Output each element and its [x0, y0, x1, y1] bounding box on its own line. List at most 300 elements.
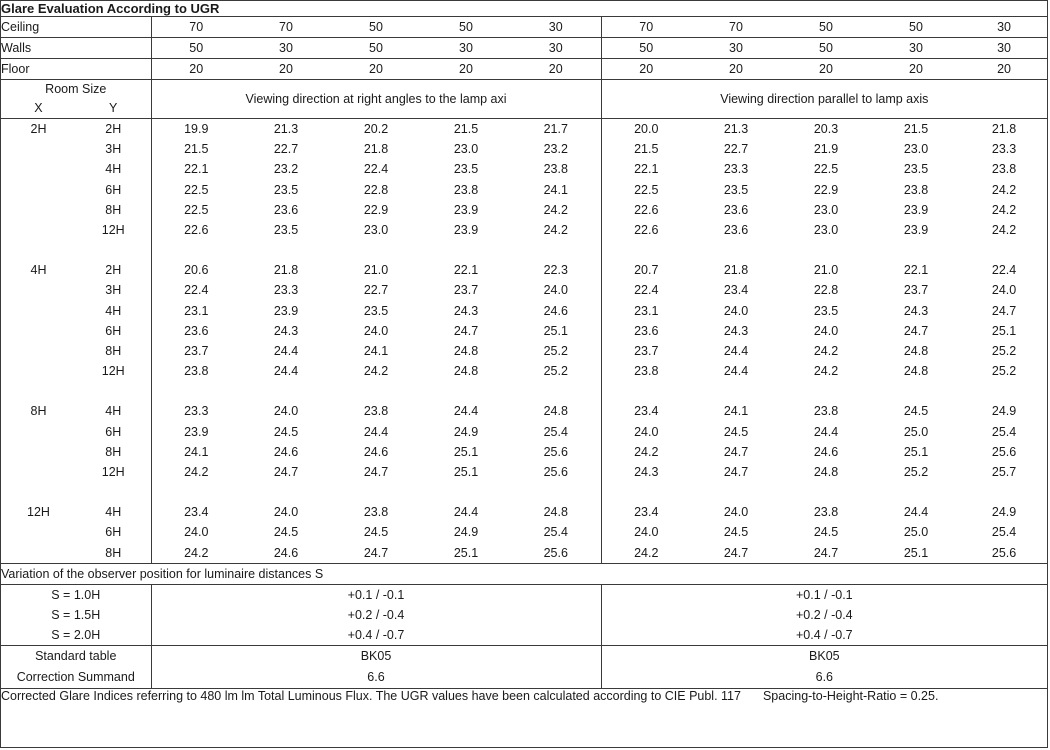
walls-value-1: 50 — [151, 38, 241, 59]
cell: 25.6 — [543, 545, 568, 560]
standard-table-label: Standard table — [1, 645, 151, 667]
cell: 24.8 — [543, 404, 568, 419]
cell: 22.3 — [543, 263, 568, 278]
footer-main: Corrected Glare Indices referring to 480 lm lm Total Luminous Flux. The UGR values have been calculated according to CIE Publ. 117 — [1, 688, 741, 703]
cell: 23.8 — [903, 182, 929, 197]
cell: 22.7 — [723, 142, 749, 157]
cell: 23.1 — [184, 303, 209, 318]
cell: 25.1 — [991, 323, 1017, 338]
table-row — [1, 301, 1047, 321]
cell: 24.5 — [723, 424, 749, 439]
cell: 23.5 — [903, 162, 929, 177]
cell: 24.9 — [453, 424, 479, 439]
cell: 25.4 — [543, 424, 568, 439]
variation-label-1: S = 1.0H — [1, 584, 151, 605]
cell: 23.5 — [273, 223, 299, 238]
cell: 25.2 — [543, 364, 568, 379]
footer-row — [1, 688, 1047, 703]
row-y-label: 8H — [76, 442, 151, 462]
cell: 22.7 — [363, 283, 389, 298]
cell: 24.7 — [273, 465, 299, 480]
cell: 23.8 — [813, 505, 839, 520]
cell: 23.8 — [543, 162, 568, 177]
cell: 24.8 — [543, 505, 568, 520]
cell: 25.1 — [903, 444, 929, 459]
room-size-x-label: X — [34, 101, 43, 115]
cell: 24.8 — [903, 364, 929, 379]
cell: 23.5 — [363, 303, 389, 318]
cell: 25.4 — [543, 525, 568, 540]
cell: 23.8 — [363, 505, 389, 520]
ceiling-value-7: 70 — [691, 17, 781, 38]
cell: 25.6 — [543, 444, 568, 459]
cell: 24.3 — [903, 303, 929, 318]
row-y-label: 6H — [76, 522, 151, 542]
cell: 23.9 — [273, 303, 299, 318]
cell: 21.5 — [184, 142, 209, 157]
cell: 24.9 — [991, 404, 1017, 419]
cell: 24.9 — [453, 525, 479, 540]
table-row — [1, 341, 1047, 361]
cell: 23.8 — [601, 361, 691, 381]
variation-title: Variation of the observer position for luminaire distances S — [1, 563, 1047, 584]
cell: 24.4 — [723, 364, 749, 379]
ceiling-value-1: 70 — [151, 17, 241, 38]
walls-value-10: 30 — [961, 38, 1047, 59]
floor-value-8: 20 — [781, 59, 871, 80]
cell: 25.2 — [991, 344, 1017, 359]
cell: 24.0 — [723, 303, 749, 318]
cell: 23.9 — [453, 202, 479, 217]
cell: 21.7 — [543, 122, 568, 136]
room-size-header — [1, 80, 151, 119]
group-x-label: 4H — [30, 263, 47, 278]
cell: 23.5 — [453, 162, 479, 177]
room-size-y-label: Y — [108, 101, 118, 115]
cell: 23.4 — [601, 502, 691, 522]
cell: 24.0 — [363, 323, 389, 338]
cell: 24.8 — [453, 364, 479, 379]
cell: 21.8 — [363, 142, 389, 157]
variation-right-3: +0.4 / -0.7 — [601, 625, 1047, 646]
room-size-title: Room Size — [45, 82, 107, 96]
cell: 22.8 — [363, 182, 389, 197]
cell: 23.3 — [273, 283, 299, 298]
table-row — [1, 502, 1047, 522]
cell: 23.2 — [273, 162, 299, 177]
ceiling-value-3: 50 — [331, 17, 421, 38]
cell: 24.2 — [991, 223, 1017, 238]
cell: 22.7 — [273, 142, 299, 157]
ceiling-value-5: 30 — [511, 17, 601, 38]
table-row — [1, 361, 1047, 381]
cell: 24.8 — [453, 344, 479, 359]
cell: 24.8 — [903, 344, 929, 359]
standard-table-row — [1, 645, 1047, 667]
cell: 23.9 — [903, 223, 929, 238]
cell: 24.8 — [813, 465, 839, 480]
group-spacer — [1, 381, 1047, 401]
variation-left-2: +0.2 / -0.4 — [347, 607, 405, 622]
cell: 23.5 — [723, 182, 749, 197]
cell: 22.4 — [184, 283, 209, 298]
reflectance-label-walls: Walls — [1, 38, 151, 59]
walls-value-9: 30 — [871, 38, 961, 59]
cell: 24.2 — [991, 202, 1017, 217]
floor-value-1: 20 — [151, 59, 241, 80]
table-row — [1, 159, 1047, 179]
cell: 25.2 — [903, 465, 929, 480]
cell: 24.4 — [273, 344, 299, 359]
cell: 24.4 — [363, 424, 389, 439]
walls-value-4: 30 — [421, 38, 511, 59]
cell: 21.9 — [813, 142, 839, 157]
viewing-direction-parallel: Viewing direction parallel to lamp axis — [601, 80, 1047, 119]
walls-value-7: 30 — [691, 38, 781, 59]
cell: 24.9 — [991, 505, 1017, 520]
ceiling-value-4: 50 — [421, 17, 511, 38]
table-row — [1, 462, 1047, 482]
cell: 22.5 — [813, 162, 839, 177]
cell: 21.8 — [273, 263, 299, 278]
cell: 24.2 — [601, 442, 691, 462]
cell: 21.8 — [723, 263, 749, 278]
ceiling-value-8: 50 — [781, 17, 871, 38]
cell: 23.7 — [601, 341, 691, 361]
cell: 22.4 — [991, 263, 1017, 278]
cell: 22.9 — [813, 182, 839, 197]
row-y-label: 8H — [76, 200, 151, 220]
cell: 24.2 — [601, 543, 691, 564]
cell: 22.4 — [601, 280, 691, 300]
cell: 23.9 — [903, 202, 929, 217]
cell: 24.7 — [363, 545, 389, 560]
row-y-label: 4H — [76, 301, 151, 321]
cell: 24.7 — [991, 303, 1017, 318]
footer-note: Spacing-to-Height-Ratio = 0.25. — [762, 688, 939, 703]
cell: 23.3 — [723, 162, 749, 177]
cell: 24.7 — [723, 444, 749, 459]
standard-table-right: BK05 — [601, 645, 1047, 667]
floor-value-2: 20 — [241, 59, 331, 80]
direction-header-row — [1, 80, 1047, 119]
cell: 24.6 — [273, 545, 299, 560]
cell: 22.5 — [601, 180, 691, 200]
cell: 24.0 — [184, 525, 209, 540]
walls-value-8: 50 — [781, 38, 871, 59]
cell: 23.0 — [363, 223, 389, 238]
cell: 22.5 — [184, 202, 209, 217]
cell: 24.0 — [601, 522, 691, 542]
cell: 24.1 — [363, 344, 389, 359]
cell: 22.9 — [363, 202, 389, 217]
cell: 24.2 — [543, 223, 568, 238]
floor-value-9: 20 — [871, 59, 961, 80]
group-x-label: 2H — [30, 122, 47, 136]
walls-value-3: 50 — [331, 38, 421, 59]
table-row — [1, 522, 1047, 542]
table-row — [1, 401, 1047, 421]
cell: 25.6 — [991, 545, 1017, 560]
cell: 21.3 — [723, 122, 749, 136]
cell: 24.7 — [363, 465, 389, 480]
variation-right-2: +0.2 / -0.4 — [601, 605, 1047, 625]
cell: 22.1 — [453, 263, 479, 278]
cell: 24.0 — [813, 323, 839, 338]
page-title: Glare Evaluation According to UGR — [1, 1, 1047, 17]
cell: 23.6 — [723, 223, 749, 238]
correction-summand-label: Correction Summand — [1, 667, 151, 689]
variation-row — [1, 605, 1047, 625]
cell: 24.1 — [723, 404, 749, 419]
cell: 24.2 — [813, 364, 839, 379]
row-y-label: 2H — [76, 260, 151, 280]
variation-left-3: +0.4 / -0.7 — [347, 627, 405, 642]
cell: 25.0 — [903, 424, 929, 439]
group-x-label: 12H — [27, 505, 50, 520]
viewing-direction-perpendicular: Viewing direction at right angles to the lamp axi — [151, 80, 601, 119]
cell: 23.1 — [601, 301, 691, 321]
cell: 25.4 — [991, 525, 1017, 540]
cell: 23.4 — [723, 283, 749, 298]
cell: 21.8 — [991, 122, 1017, 136]
cell: 24.6 — [273, 444, 299, 459]
cell: 21.5 — [601, 139, 691, 159]
cell: 24.5 — [273, 424, 299, 439]
cell: 23.0 — [453, 142, 479, 157]
cell: 23.9 — [453, 223, 479, 238]
cell: 24.5 — [813, 525, 839, 540]
cell: 23.9 — [184, 424, 209, 439]
cell: 23.4 — [601, 401, 691, 421]
cell: 23.8 — [991, 162, 1017, 177]
cell: 24.7 — [813, 545, 839, 560]
table-row — [1, 422, 1047, 442]
cell: 23.7 — [903, 283, 929, 298]
cell: 22.6 — [184, 223, 209, 238]
correction-summand-left: 6.6 — [151, 667, 601, 689]
cell: 25.7 — [991, 465, 1017, 480]
cell: 22.1 — [601, 159, 691, 179]
table-row — [1, 180, 1047, 200]
table-row — [1, 543, 1047, 564]
row-y-label: 12H — [76, 462, 151, 482]
cell: 24.5 — [273, 525, 299, 540]
cell: 24.6 — [543, 303, 568, 318]
floor-value-10: 20 — [961, 59, 1047, 80]
cell: 23.7 — [184, 344, 209, 359]
cell: 24.4 — [273, 364, 299, 379]
cell: 23.7 — [453, 283, 479, 298]
cell: 22.5 — [184, 182, 209, 197]
cell: 24.6 — [813, 444, 839, 459]
cell: 20.7 — [601, 260, 691, 280]
cell: 22.4 — [363, 162, 389, 177]
cell: 25.0 — [903, 525, 929, 540]
table-row — [1, 119, 1047, 140]
cell: 24.3 — [453, 303, 479, 318]
cell: 20.3 — [813, 122, 839, 136]
ugr-table — [1, 1, 1047, 703]
cell: 20.0 — [601, 119, 691, 140]
cell: 24.2 — [184, 465, 209, 480]
cell: 25.6 — [543, 465, 568, 480]
group-x-label: 8H — [30, 404, 47, 419]
cell: 24.5 — [723, 525, 749, 540]
footer-text — [1, 688, 1047, 703]
cell: 24.7 — [903, 323, 929, 338]
cell: 21.0 — [363, 263, 389, 278]
cell: 24.0 — [273, 505, 299, 520]
row-y-label: 12H — [76, 220, 151, 240]
group-spacer — [1, 240, 1047, 260]
cell: 22.6 — [601, 220, 691, 240]
cell: 24.7 — [723, 545, 749, 560]
row-y-label: 6H — [76, 180, 151, 200]
reflectance-label-ceiling: Ceiling — [1, 17, 151, 38]
row-y-label: 8H — [76, 341, 151, 361]
correction-summand-right: 6.6 — [601, 667, 1047, 689]
variation-row — [1, 584, 1047, 605]
reflectance-row-walls — [1, 38, 1047, 59]
row-y-label: 4H — [76, 159, 151, 179]
cell: 25.1 — [903, 545, 929, 560]
cell: 25.1 — [453, 545, 479, 560]
ceiling-value-10: 30 — [961, 17, 1047, 38]
cell: 24.2 — [184, 545, 209, 560]
cell: 23.4 — [184, 505, 209, 520]
ceiling-value-6: 70 — [601, 17, 691, 38]
cell: 20.2 — [363, 122, 389, 136]
correction-summand-row — [1, 667, 1047, 689]
cell: 24.1 — [543, 182, 568, 197]
cell: 23.5 — [273, 182, 299, 197]
cell: 21.5 — [453, 122, 479, 136]
cell: 23.2 — [543, 142, 568, 157]
table-row — [1, 220, 1047, 240]
floor-value-3: 20 — [331, 59, 421, 80]
group-spacer — [1, 482, 1047, 502]
cell: 24.0 — [991, 283, 1017, 298]
cell: 24.1 — [184, 444, 209, 459]
floor-value-7: 20 — [691, 59, 781, 80]
table-row — [1, 321, 1047, 341]
cell: 24.6 — [363, 444, 389, 459]
title-row — [1, 1, 1047, 17]
row-y-label: 8H — [76, 543, 151, 564]
cell: 23.6 — [184, 323, 209, 338]
cell: 24.3 — [273, 323, 299, 338]
table-row — [1, 280, 1047, 300]
cell: 23.0 — [903, 142, 929, 157]
cell: 24.4 — [453, 505, 479, 520]
cell: 24.2 — [543, 202, 568, 217]
cell: 24.3 — [723, 323, 749, 338]
cell: 20.6 — [184, 263, 209, 278]
table-row — [1, 200, 1047, 220]
variation-row — [1, 625, 1047, 646]
cell: 24.5 — [363, 525, 389, 540]
cell: 23.8 — [453, 182, 479, 197]
cell: 24.2 — [991, 182, 1017, 197]
cell: 23.6 — [601, 321, 691, 341]
table-row — [1, 442, 1047, 462]
row-y-label: 12H — [76, 361, 151, 381]
cell: 24.0 — [723, 505, 749, 520]
cell: 25.1 — [543, 323, 568, 338]
cell: 25.4 — [991, 424, 1017, 439]
standard-table-left: BK05 — [151, 645, 601, 667]
cell: 24.4 — [723, 344, 749, 359]
reflectance-label-floor: Floor — [1, 59, 151, 80]
floor-value-6: 20 — [601, 59, 691, 80]
cell: 23.5 — [813, 303, 839, 318]
cell: 23.8 — [813, 404, 839, 419]
row-y-label: 2H — [76, 119, 151, 140]
cell: 24.4 — [813, 424, 839, 439]
cell: 21.5 — [903, 122, 929, 136]
ceiling-value-9: 50 — [871, 17, 961, 38]
cell: 23.0 — [813, 223, 839, 238]
row-y-label: 6H — [76, 321, 151, 341]
table-row — [1, 139, 1047, 159]
ceiling-value-2: 70 — [241, 17, 331, 38]
cell: 21.3 — [273, 122, 299, 136]
cell: 25.1 — [453, 465, 479, 480]
cell: 24.4 — [453, 404, 479, 419]
cell: 25.1 — [453, 444, 479, 459]
cell: 24.7 — [723, 465, 749, 480]
cell: 24.0 — [273, 404, 299, 419]
cell: 19.9 — [184, 122, 209, 136]
floor-value-4: 20 — [421, 59, 511, 80]
cell: 23.3 — [991, 142, 1017, 157]
table-row — [1, 260, 1047, 280]
cell: 24.0 — [601, 422, 691, 442]
walls-value-2: 30 — [241, 38, 331, 59]
cell: 24.4 — [903, 505, 929, 520]
cell: 23.3 — [184, 404, 209, 419]
cell: 24.5 — [903, 404, 929, 419]
cell: 23.6 — [723, 202, 749, 217]
row-y-label: 3H — [76, 139, 151, 159]
row-y-label: 4H — [76, 502, 151, 522]
cell: 24.2 — [363, 364, 389, 379]
room-size-axes — [1, 99, 151, 118]
cell: 22.8 — [813, 283, 839, 298]
cell: 24.3 — [601, 462, 691, 482]
cell: 22.1 — [184, 162, 209, 177]
row-y-label: 6H — [76, 422, 151, 442]
floor-value-5: 20 — [511, 59, 601, 80]
cell: 25.6 — [991, 444, 1017, 459]
cell: 22.6 — [601, 200, 691, 220]
variation-left-1: +0.1 / -0.1 — [347, 587, 405, 602]
cell: 23.8 — [184, 364, 209, 379]
cell: 25.2 — [543, 344, 568, 359]
walls-value-6: 50 — [601, 38, 691, 59]
cell: 22.1 — [903, 263, 929, 278]
variation-label-3: S = 2.0H — [1, 625, 151, 646]
cell: 24.7 — [453, 323, 479, 338]
cell: 23.0 — [813, 202, 839, 217]
cell: 25.2 — [991, 364, 1017, 379]
cell: 24.2 — [813, 344, 839, 359]
cell: 23.6 — [273, 202, 299, 217]
reflectance-row-floor — [1, 59, 1047, 80]
cell: 21.0 — [813, 263, 839, 278]
cell: 23.8 — [363, 404, 389, 419]
